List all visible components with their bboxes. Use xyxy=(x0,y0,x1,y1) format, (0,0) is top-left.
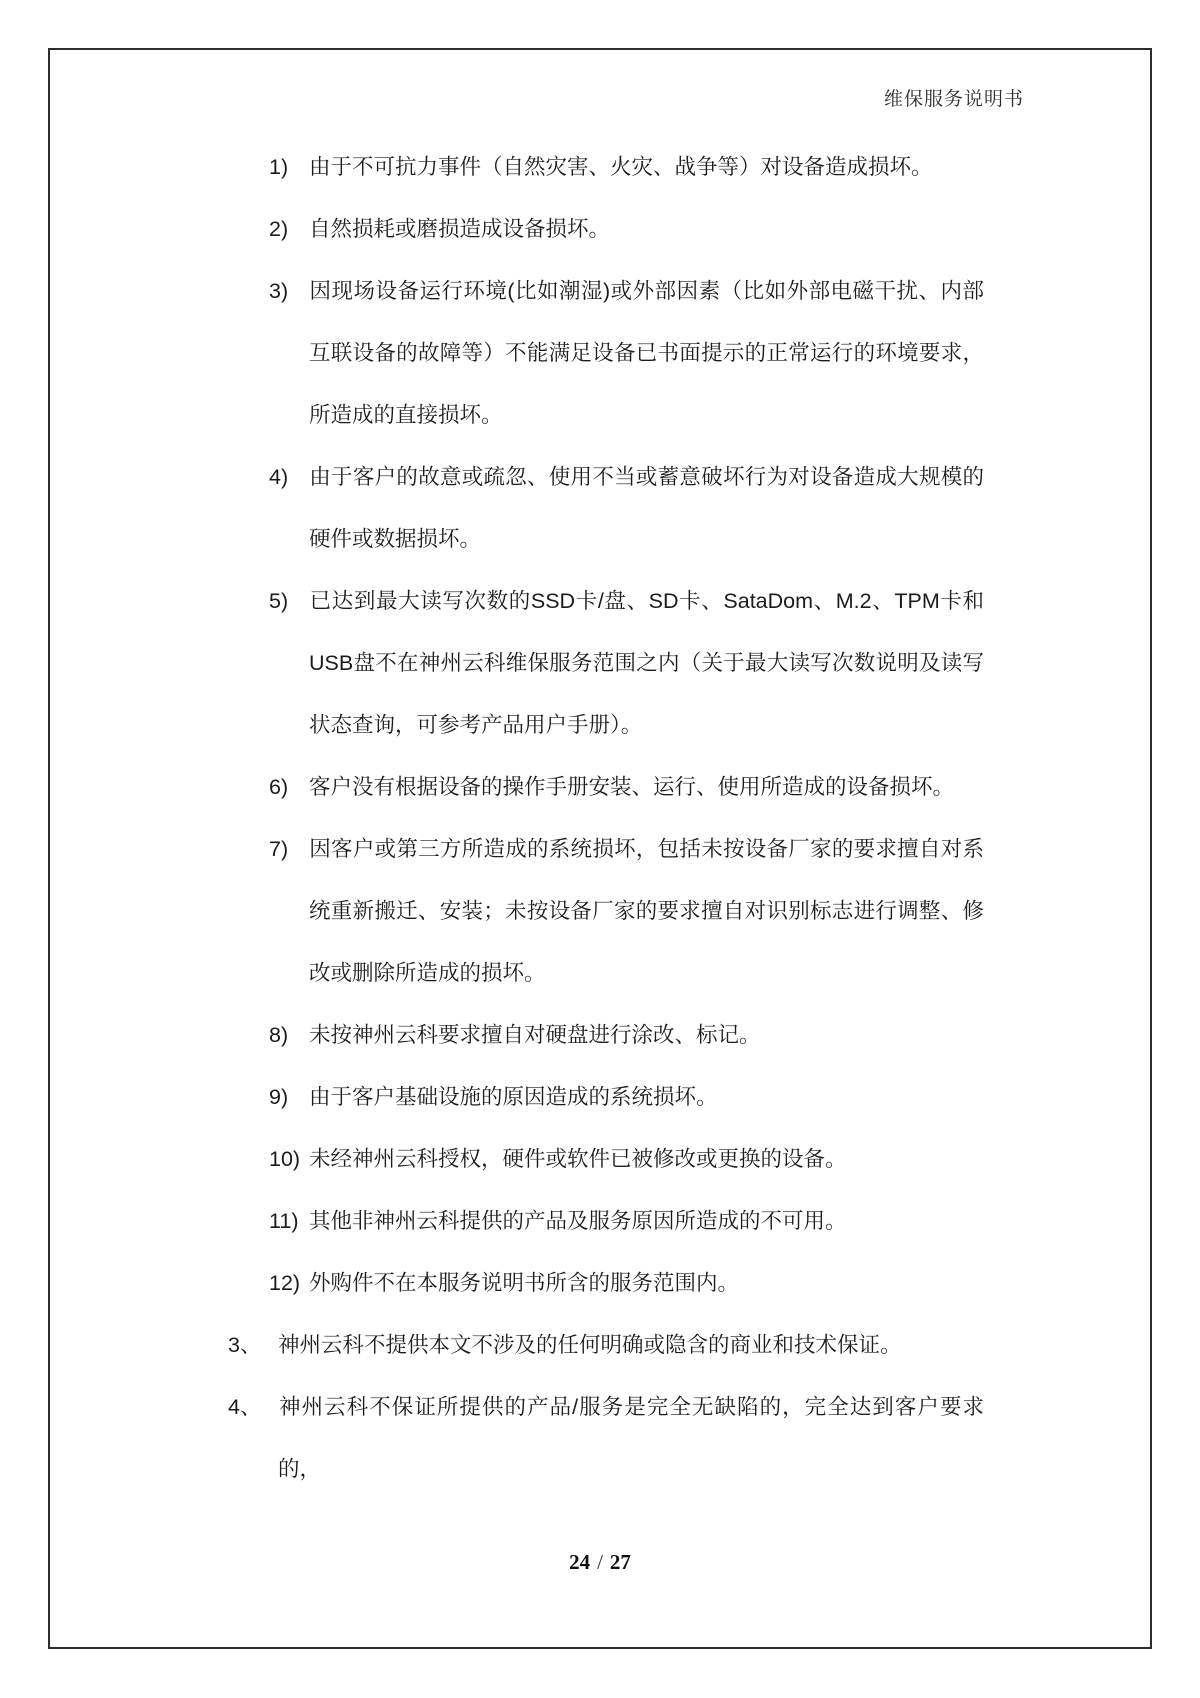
document-page xyxy=(48,48,1152,1649)
list-item-text: 由于不可抗力事件（自然灾害、火灾、战争等）对设备造成损坏。 xyxy=(309,155,933,179)
list-item xyxy=(269,570,984,756)
clause-text: 神州云科不保证所提供的产品/服务是完全无缺陷的，完全达到客户要求的， xyxy=(278,1395,984,1481)
page-header xyxy=(884,84,1024,111)
clause-text: 神州云科不提供本文不涉及的任何明确或隐含的商业和技术保证。 xyxy=(278,1333,902,1357)
list-item xyxy=(269,818,984,1004)
list-item-number: 4) xyxy=(269,465,289,489)
list-item-text: 未按神州云科要求擅自对硬盘进行涂改、标记。 xyxy=(309,1023,761,1047)
list-item-number: 8) xyxy=(269,1023,289,1047)
list-item xyxy=(269,1252,984,1314)
clause-item xyxy=(228,1376,984,1500)
list-item-text: 因客户或第三方所造成的系统损坏，包括未按设备厂家的要求擅自对系统重新搬迁、安装；未按设备厂家的要求擅自对识别标志进行调整、修改或删除所造成的损坏。 xyxy=(309,837,984,985)
list-item xyxy=(269,446,984,570)
list-item xyxy=(269,260,984,446)
exclusion-list xyxy=(50,136,1150,1314)
list-item-text: 由于客户基础设施的原因造成的系统损坏。 xyxy=(309,1085,718,1109)
list-item-text: 自然损耗或磨损造成设备损坏。 xyxy=(309,217,611,241)
page-footer xyxy=(50,1542,1150,1582)
list-item-text: 已达到最大读写次数的SSD卡/盘、SD卡、SataDom、M.2、TPM卡和USB盘不在神州云科维保服务范围之内（关于最大读写次数说明及读写状态查询，可参考产品用户手册）。 xyxy=(309,589,984,737)
header-title: 维保服务说明书 xyxy=(883,89,1024,110)
page-number-separator: / xyxy=(597,1550,603,1574)
clause-number: 4、 xyxy=(228,1395,262,1419)
list-item-text: 外购件不在本服务说明书所含的服务范围内。 xyxy=(309,1271,740,1295)
list-item-number: 1) xyxy=(269,155,289,179)
list-item-number: 9) xyxy=(269,1085,289,1109)
list-item-number: 7) xyxy=(269,837,289,861)
list-item xyxy=(269,1128,984,1190)
list-item-text: 由于客户的故意或疏忽、使用不当或蓄意破坏行为对设备造成大规模的硬件或数据损坏。 xyxy=(309,465,984,551)
list-item-number: 2) xyxy=(269,217,289,241)
list-item xyxy=(269,756,984,818)
page-number-total: 27 xyxy=(609,1550,631,1574)
list-item-number: 6) xyxy=(269,775,289,799)
list-item-number: 3) xyxy=(269,279,289,303)
document-body xyxy=(50,136,1150,1500)
list-item-text: 其他非神州云科提供的产品及服务原因所造成的不可用。 xyxy=(309,1209,847,1233)
list-item-text: 客户没有根据设备的操作手册安装、运行、使用所造成的设备损坏。 xyxy=(309,775,955,799)
list-item xyxy=(269,136,984,198)
list-item-number: 5) xyxy=(269,589,289,613)
clause-list xyxy=(50,1314,1150,1500)
page-number-current: 24 xyxy=(569,1550,591,1574)
list-item-number: 11) xyxy=(269,1209,299,1233)
clause-number: 3、 xyxy=(228,1333,262,1357)
list-item-number: 10) xyxy=(269,1147,301,1171)
list-item-text: 因现场设备运行环境(比如潮湿)或外部因素（比如外部电磁干扰、内部互联设备的故障等）不能满足设备已书面提示的正常运行的环境要求，所造成的直接损坏。 xyxy=(309,279,984,427)
list-item-text: 未经神州云科授权，硬件或软件已被修改或更换的设备。 xyxy=(309,1147,847,1171)
list-item xyxy=(269,1190,984,1252)
list-item xyxy=(269,1004,984,1066)
list-item-number: 12) xyxy=(269,1271,301,1295)
list-item xyxy=(269,1066,984,1128)
clause-item xyxy=(228,1314,984,1376)
list-item xyxy=(269,198,984,260)
